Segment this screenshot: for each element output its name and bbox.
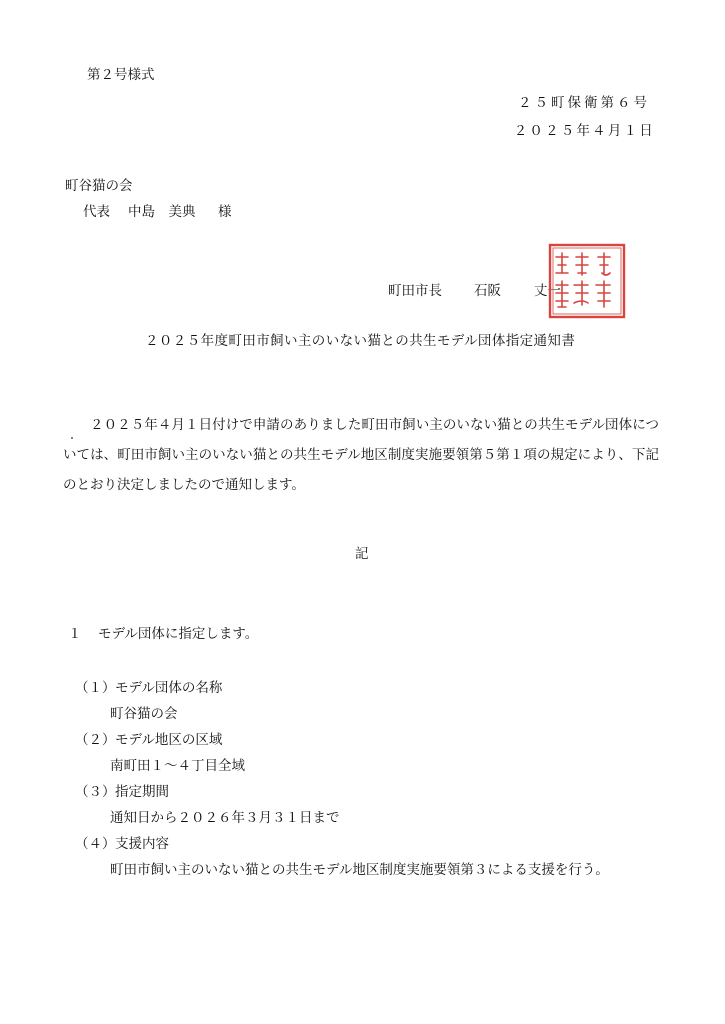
sub-item-4-value: 町田市飼い主のいない猫との共生モデル地区制度実施要領第３による支援を行う。 xyxy=(110,862,609,878)
issuer-line xyxy=(388,285,561,299)
recipient-representative xyxy=(83,206,232,220)
honorific: 様 xyxy=(218,204,232,220)
issuer-title: 町田市長 xyxy=(388,283,442,299)
issue-date: ２０２５年４月１日 xyxy=(513,123,655,139)
sub-item-2-label xyxy=(75,734,222,748)
ki-heading: 記 xyxy=(355,546,369,562)
sub-item-index: （１） xyxy=(75,680,116,696)
reference-number: ２５町保衛第６号 xyxy=(518,95,650,111)
item-1-text: モデル団体に指定します。 xyxy=(98,626,259,642)
sub-item-label: モデル地区の区域 xyxy=(115,732,223,748)
sub-item-3-label xyxy=(75,786,169,800)
sub-item-index: （３） xyxy=(75,784,116,800)
sub-item-label: モデル団体の名称 xyxy=(115,680,223,696)
sub-item-2-value: 南町田１～４丁目全域 xyxy=(110,758,245,774)
sub-item-index: （２） xyxy=(75,732,116,748)
official-seal-icon xyxy=(548,243,626,319)
form-number: 第２号様式 xyxy=(87,67,155,83)
sub-item-label: 指定期間 xyxy=(115,784,169,800)
sub-item-1-label xyxy=(75,682,222,696)
sub-item-3-value: 通知日から２０２６年３月３１日まで xyxy=(110,810,340,826)
document-title: ２０２５年度町田市飼い主のいない猫との共生モデル団体指定通知書 xyxy=(145,333,576,349)
scan-speck xyxy=(71,437,73,439)
rep-name: 中島 美典 xyxy=(128,204,196,220)
recipient-organization: 町谷猫の会 xyxy=(65,178,133,194)
sub-item-label: 支援内容 xyxy=(115,836,169,852)
item-1-number: １ xyxy=(68,626,82,642)
sub-item-1-value: 町谷猫の会 xyxy=(110,706,178,722)
sub-item-index: （４） xyxy=(75,836,116,852)
issuer-surname: 石阪 xyxy=(474,283,501,299)
rep-title: 代表 xyxy=(83,204,110,220)
item-1 xyxy=(68,628,258,642)
sub-item-4-label xyxy=(75,838,169,852)
body-paragraph: ２０２５年４月１日付けで申請のありました町田市飼い主のいない猫との共生モデル団体については、町田市飼い主のいない猫との共生モデル地区制度実施要領第５第１項の規定により、下記のとおり決定しましたので通知します。 xyxy=(63,417,659,493)
issuer-given-name: 丈一 xyxy=(534,283,561,299)
